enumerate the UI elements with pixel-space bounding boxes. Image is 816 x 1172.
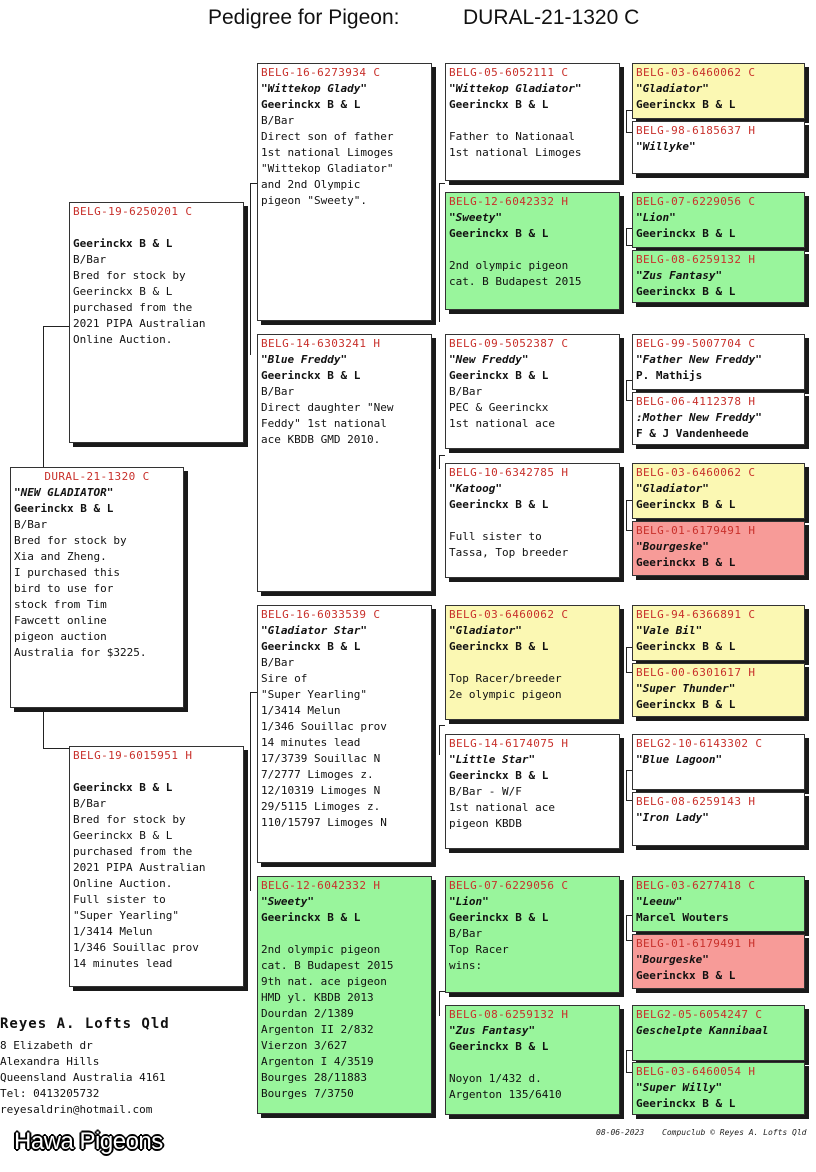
breeder-name: Geerinckx B & L	[261, 911, 361, 924]
card-g4-9[interactable]	[632, 605, 805, 661]
connector-line	[626, 915, 627, 940]
breeder-name: Geerinckx B & L	[449, 98, 549, 111]
breeder-name: Geerinckx B & L	[449, 1040, 549, 1053]
detail-line: 14 minutes lead	[73, 957, 173, 970]
breeder-contact	[0, 1016, 170, 1118]
pigeon-name: "Vale Bil"	[636, 624, 703, 637]
pigeon-name: "Gladiator"	[636, 482, 709, 495]
connector-line	[250, 888, 251, 891]
ring-number: BELG-12-6042332 H	[261, 879, 381, 892]
pigeon-name: "Wittekop Glady"	[261, 82, 367, 95]
breeder-name: F & J Vandenheede	[636, 427, 749, 440]
phone-number: Tel: 0413205732	[0, 1087, 100, 1100]
breeder-name: Geerinckx B & L	[261, 98, 361, 111]
pigeon-name: :Mother New Freddy"	[636, 411, 762, 424]
card-g4-16[interactable]	[632, 1062, 805, 1115]
pigeon-name: "Super Willy"	[636, 1081, 723, 1094]
detail-line: 1/346 Souillac prov	[261, 720, 387, 733]
breeder-name: Geerinckx B & L	[449, 498, 549, 511]
detail-line: 7/2777 Limoges z.	[261, 768, 374, 781]
pigeon-name: "Father New Freddy"	[636, 353, 762, 366]
pigeon-name: "Gladiator Star"	[261, 624, 367, 637]
detail-line: PEC & Geerinckx	[449, 401, 549, 414]
detail-line: Fawcett online	[14, 614, 107, 627]
ring-number: BELG-00-6301617 H	[636, 666, 756, 679]
ring-number: BELG-07-6229056 C	[636, 195, 756, 208]
breeder-name: Geerinckx B & L	[636, 227, 736, 240]
detail-line: "Wittekop Gladiator"	[261, 162, 394, 175]
ring-number: BELG-99-5007704 C	[636, 337, 756, 350]
pigeon-name: "Wittekop Gladiator"	[449, 82, 582, 95]
breeder-name: Marcel Wouters	[636, 911, 729, 924]
detail-line: B/Bar	[14, 518, 48, 531]
ring-number: BELG-94-6366891 C	[636, 608, 756, 621]
detail-line: Argenton I 4/3519	[261, 1055, 374, 1068]
card-subject[interactable]	[10, 467, 184, 708]
breeder-name: Geerinckx B & L	[73, 781, 173, 794]
pigeon-name: "Little Star"	[449, 753, 536, 766]
detail-line: Bourges 28/11883	[261, 1071, 367, 1084]
card-g4-6[interactable]	[632, 392, 805, 445]
pigeon-name: "Zus Fantasy"	[636, 269, 723, 282]
detail-line: 1st national ace	[449, 417, 555, 430]
detail-line: 9th nat. ace pigeon	[261, 975, 387, 988]
detail-line: B/Bar - W/F	[449, 785, 522, 798]
spacer	[73, 764, 240, 780]
pigeon-name: "Katoog"	[449, 482, 502, 495]
ring-number: BELG-01-6179491 H	[636, 937, 756, 950]
connector-line	[439, 455, 440, 469]
detail-line: B/Bar	[449, 927, 483, 940]
detail-line: B/Bar	[261, 656, 295, 669]
detail-line: 1st national ace	[449, 801, 555, 814]
ring-number: BELG-03-6460062 C	[636, 466, 756, 479]
detail-line: 110/15797 Limoges N	[261, 816, 387, 829]
ring-number: BELG-16-6033539 C	[261, 608, 381, 621]
detail-line: B/Bar	[261, 385, 295, 398]
ring-number: BELG-03-6277418 C	[636, 879, 756, 892]
pigeon-name: "Willyke"	[636, 140, 696, 153]
ring-number: BELG-06-4112378 H	[636, 395, 756, 408]
card-g4-10[interactable]	[632, 663, 805, 717]
ring-number: BELG-14-6174075 H	[449, 737, 569, 750]
card-sss[interactable]	[445, 63, 620, 181]
breeder-name: Geerinckx B & L	[636, 498, 736, 511]
breeder-name: Geerinckx B & L	[636, 98, 736, 111]
detail-line: Direct daughter "New	[261, 401, 394, 414]
card-sire-sire[interactable]	[257, 63, 432, 321]
detail-line: 2021 PIPA Australian	[73, 317, 206, 330]
card-g4-13[interactable]	[632, 876, 805, 932]
pigeon-name: Geschelpte Kannibaal	[636, 1024, 769, 1037]
detail-line: Vierzon 3/627	[261, 1039, 348, 1052]
connector-line	[43, 326, 44, 467]
breeder-name: Geerinckx B & L	[636, 969, 736, 982]
connector-line	[250, 183, 251, 353]
ring-number: BELG-01-6179491 H	[636, 524, 756, 537]
spacer	[449, 655, 616, 671]
detail-line: B/Bar	[449, 385, 483, 398]
ring-number: BELG-03-6460062 C	[449, 608, 569, 621]
card-sdd[interactable]	[445, 463, 620, 578]
detail-line: pigeon "Sweety".	[261, 194, 367, 207]
detail-line: Online Auction.	[73, 333, 173, 346]
ring-number: BELG-05-6052111 C	[449, 66, 569, 79]
ring-number: BELG-09-5052387 C	[449, 337, 569, 350]
address-line-1: 8 Elizabeth dr	[0, 1039, 93, 1052]
title-label: Pedigree for Pigeon:	[208, 6, 400, 29]
pigeon-name: "Bourgeske"	[636, 540, 709, 553]
ring-number: BELG-16-6273934 C	[261, 66, 381, 79]
ring-number: DURAL-21-1320 C	[44, 470, 150, 483]
detail-line: 1/3414 Melun	[73, 925, 153, 938]
spacer	[449, 513, 616, 529]
ring-number: BELG-03-6460054 H	[636, 1065, 756, 1078]
connector-line	[250, 353, 251, 355]
connector-line	[439, 991, 440, 1016]
connector-line	[439, 183, 440, 321]
detail-line: bird to use for	[14, 582, 114, 595]
detail-line: cat. B Budapest 2015	[449, 275, 582, 288]
ring-number: BELG-07-6229056 C	[449, 879, 569, 892]
connector-line	[43, 748, 69, 749]
card-g4-12[interactable]	[632, 792, 805, 846]
ring-number: BELG-98-6185637 H	[636, 124, 756, 137]
connector-line	[626, 110, 627, 132]
card-dds[interactable]	[445, 876, 620, 993]
card-sds[interactable]	[445, 334, 620, 449]
spacer	[73, 220, 240, 236]
card-g4-7[interactable]	[632, 463, 805, 519]
connector-line	[626, 500, 627, 530]
ring-number: BELG-08-6259143 H	[636, 795, 756, 808]
card-g4-14[interactable]	[632, 934, 805, 989]
connector-line	[626, 647, 627, 672]
ring-number: BELG-19-6250201 C	[73, 205, 193, 218]
address-line-3: Queensland Australia 4161	[0, 1071, 166, 1084]
card-g4-15[interactable]	[632, 1005, 805, 1061]
card-dsd[interactable]	[445, 734, 620, 849]
detail-line: Online Auction.	[73, 877, 173, 890]
detail-line: 1st national Limoges	[261, 146, 394, 159]
breeder-name: Geerinckx B & L	[449, 227, 549, 240]
breeder-name: Geerinckx B & L	[636, 556, 736, 569]
detail-line: Australia for $3225.	[14, 646, 147, 659]
pigeon-name: "Gladiator"	[449, 624, 522, 637]
pigeon-name: "New Freddy"	[449, 353, 529, 366]
detail-line: I purchased this	[14, 566, 120, 579]
detail-line: Bourges 7/3750	[261, 1087, 354, 1100]
detail-line: "Super Yearling"	[261, 688, 367, 701]
spacer	[449, 1055, 616, 1071]
detail-line: Full sister to	[73, 893, 166, 906]
detail-line: "Super Yearling"	[73, 909, 179, 922]
footer-date: 08-06-2023	[596, 1128, 645, 1137]
connector-line	[439, 321, 440, 322]
breeder-name: Geerinckx B & L	[636, 285, 736, 298]
ring-number: BELG-14-6303241 H	[261, 337, 381, 350]
pigeon-name: "Bourgeske"	[636, 953, 709, 966]
ring-number: BELG-12-6042332 H	[449, 195, 569, 208]
detail-line: Xia and Zheng.	[14, 550, 107, 563]
detail-line: 2nd olympic pigeon	[449, 259, 569, 272]
pigeon-name: "Zus Fantasy"	[449, 1024, 536, 1037]
detail-line: B/Bar	[261, 114, 295, 127]
ring-number: BELG2-05-6054247 C	[636, 1008, 763, 1021]
footer-credit: Compuclub © Reyes A. Lofts Qld	[662, 1128, 807, 1137]
connector-line	[626, 770, 627, 800]
detail-line: pigeon KBDB	[449, 817, 522, 830]
ring-number: BELG2-10-6143302 C	[636, 737, 763, 750]
card-g4-4[interactable]	[632, 250, 805, 303]
detail-line: Argenton 135/6410	[449, 1088, 562, 1101]
loft-name: Reyes A. Lofts Qld	[0, 1016, 170, 1032]
detail-line: ace KBDB GMD 2010.	[261, 433, 381, 446]
detail-line: Sire of	[261, 672, 308, 685]
connector-line	[43, 708, 44, 748]
pigeon-name: "Blue Freddy"	[261, 353, 348, 366]
card-g4-1[interactable]	[632, 63, 805, 119]
detail-line: 1st national Limoges	[449, 146, 582, 159]
detail-line: Bred for stock by	[73, 813, 186, 826]
detail-line: Full sister to	[449, 530, 542, 543]
connector-line	[43, 326, 69, 327]
breeder-name: Geerinckx B & L	[449, 369, 549, 382]
pigeon-name: "Super Thunder"	[636, 682, 736, 695]
detail-line: Tassa, Top breeder	[449, 546, 569, 559]
detail-line: 2nd olympic pigeon	[261, 943, 381, 956]
watermark: Hawa Pigeons	[14, 1128, 163, 1155]
detail-line: Top Racer	[449, 943, 509, 956]
detail-line: B/Bar	[73, 797, 107, 810]
detail-line: 1/3414 Melun	[261, 704, 341, 717]
spacer	[449, 242, 616, 258]
card-g4-2[interactable]	[632, 121, 805, 174]
connector-line	[439, 455, 445, 456]
pigeon-name: "Lion"	[636, 211, 676, 224]
connector-line	[626, 228, 627, 245]
detail-line: Dourdan 2/1389	[261, 1007, 354, 1020]
card-dam-dam[interactable]	[257, 876, 432, 1114]
spacer	[449, 113, 616, 129]
ring-number: BELG-10-6342785 H	[449, 466, 569, 479]
breeder-name: Geerinckx B & L	[14, 502, 114, 515]
pigeon-name: "NEW GLADIATOR"	[14, 486, 114, 499]
ring-number: BELG-08-6259132 H	[636, 253, 756, 266]
card-g4-11[interactable]	[632, 734, 805, 790]
breeder-name: Geerinckx B & L	[261, 640, 361, 653]
breeder-name: Geerinckx B & L	[449, 640, 549, 653]
detail-line: Bred for stock by	[73, 269, 186, 282]
detail-line: Bred for stock by	[14, 534, 127, 547]
detail-line: wins:	[449, 959, 483, 972]
breeder-name: Geerinckx B & L	[449, 911, 549, 924]
pigeon-name: "Leeuw"	[636, 895, 683, 908]
card-g4-3[interactable]	[632, 192, 805, 248]
card-dam-sire[interactable]	[257, 605, 432, 863]
breeder-name: P. Mathijs	[636, 369, 703, 382]
breeder-name: Geerinckx B & L	[636, 640, 736, 653]
detail-line: cat. B Budapest 2015	[261, 959, 394, 972]
card-sire[interactable]	[69, 202, 244, 443]
title-ring: DURAL-21-1320 C	[463, 6, 640, 29]
pigeon-name: "Lion"	[449, 895, 489, 908]
detail-line: Argenton II 2/832	[261, 1023, 374, 1036]
breeder-name: Geerinckx B & L	[261, 369, 361, 382]
detail-line: B/Bar	[73, 253, 107, 266]
breeder-name: Geerinckx B & L	[636, 1097, 736, 1110]
ring-number: BELG-08-6259132 H	[449, 1008, 569, 1021]
card-ddd[interactable]	[445, 1005, 620, 1115]
detail-line: stock from Tim	[14, 598, 107, 611]
detail-line: and 2nd Olympic	[261, 178, 361, 191]
pigeon-name: "Sweety"	[449, 211, 502, 224]
card-sire-dam[interactable]	[257, 334, 432, 592]
detail-line: 14 minutes lead	[261, 736, 361, 749]
detail-line: 1/346 Souillac prov	[73, 941, 199, 954]
detail-line: purchased from the	[73, 301, 193, 314]
detail-line: Geerinckx B & L	[73, 829, 173, 842]
detail-line: 29/5115 Limoges z.	[261, 800, 381, 813]
connector-line	[626, 1050, 627, 1072]
detail-line: pigeon auction	[14, 630, 107, 643]
address-line-2: Alexandra Hills	[0, 1055, 100, 1068]
card-g4-5[interactable]	[632, 334, 805, 390]
detail-line: Direct son of father	[261, 130, 394, 143]
pigeon-name: "Sweety"	[261, 895, 314, 908]
detail-line: Geerinckx B & L	[73, 285, 173, 298]
ring-number: BELG-03-6460062 C	[636, 66, 756, 79]
connector-line	[439, 725, 440, 755]
connector-line	[250, 692, 257, 693]
spacer	[261, 926, 428, 942]
connector-line	[250, 183, 257, 184]
card-dss[interactable]	[445, 605, 620, 720]
breeder-name: Geerinckx B & L	[449, 769, 549, 782]
connector-line	[626, 380, 627, 400]
detail-line: Father to Nationaal	[449, 130, 575, 143]
breeder-name: Geerinckx B & L	[636, 698, 736, 711]
detail-line: purchased from the	[73, 845, 193, 858]
detail-line: 2021 PIPA Australian	[73, 861, 206, 874]
detail-line: Feddy" 1st national	[261, 417, 387, 430]
card-g4-8[interactable]	[632, 521, 805, 576]
connector-line	[439, 183, 445, 184]
pigeon-name: "Blue Lagoon"	[636, 753, 723, 766]
pigeon-name: "Gladiator"	[636, 82, 709, 95]
card-dam[interactable]	[69, 746, 244, 987]
detail-line: 12/10319 Limoges N	[261, 784, 381, 797]
detail-line: 17/3739 Souillac N	[261, 752, 381, 765]
detail-line: Top Racer/breeder	[449, 672, 562, 685]
ring-number: BELG-19-6015951 H	[73, 749, 193, 762]
email-address: reyesaldrin@hotmail.com	[0, 1103, 153, 1116]
breeder-name: Geerinckx B & L	[73, 237, 173, 250]
card-ssd[interactable]	[445, 192, 620, 310]
connector-line	[439, 725, 445, 726]
detail-line: HMD yl. KBDB 2013	[261, 991, 374, 1004]
detail-line: Noyon 1/432 d.	[449, 1072, 542, 1085]
pigeon-name: "Iron Lady"	[636, 811, 709, 824]
detail-line: 2e olympic pigeon	[449, 688, 562, 701]
connector-line	[250, 692, 251, 888]
